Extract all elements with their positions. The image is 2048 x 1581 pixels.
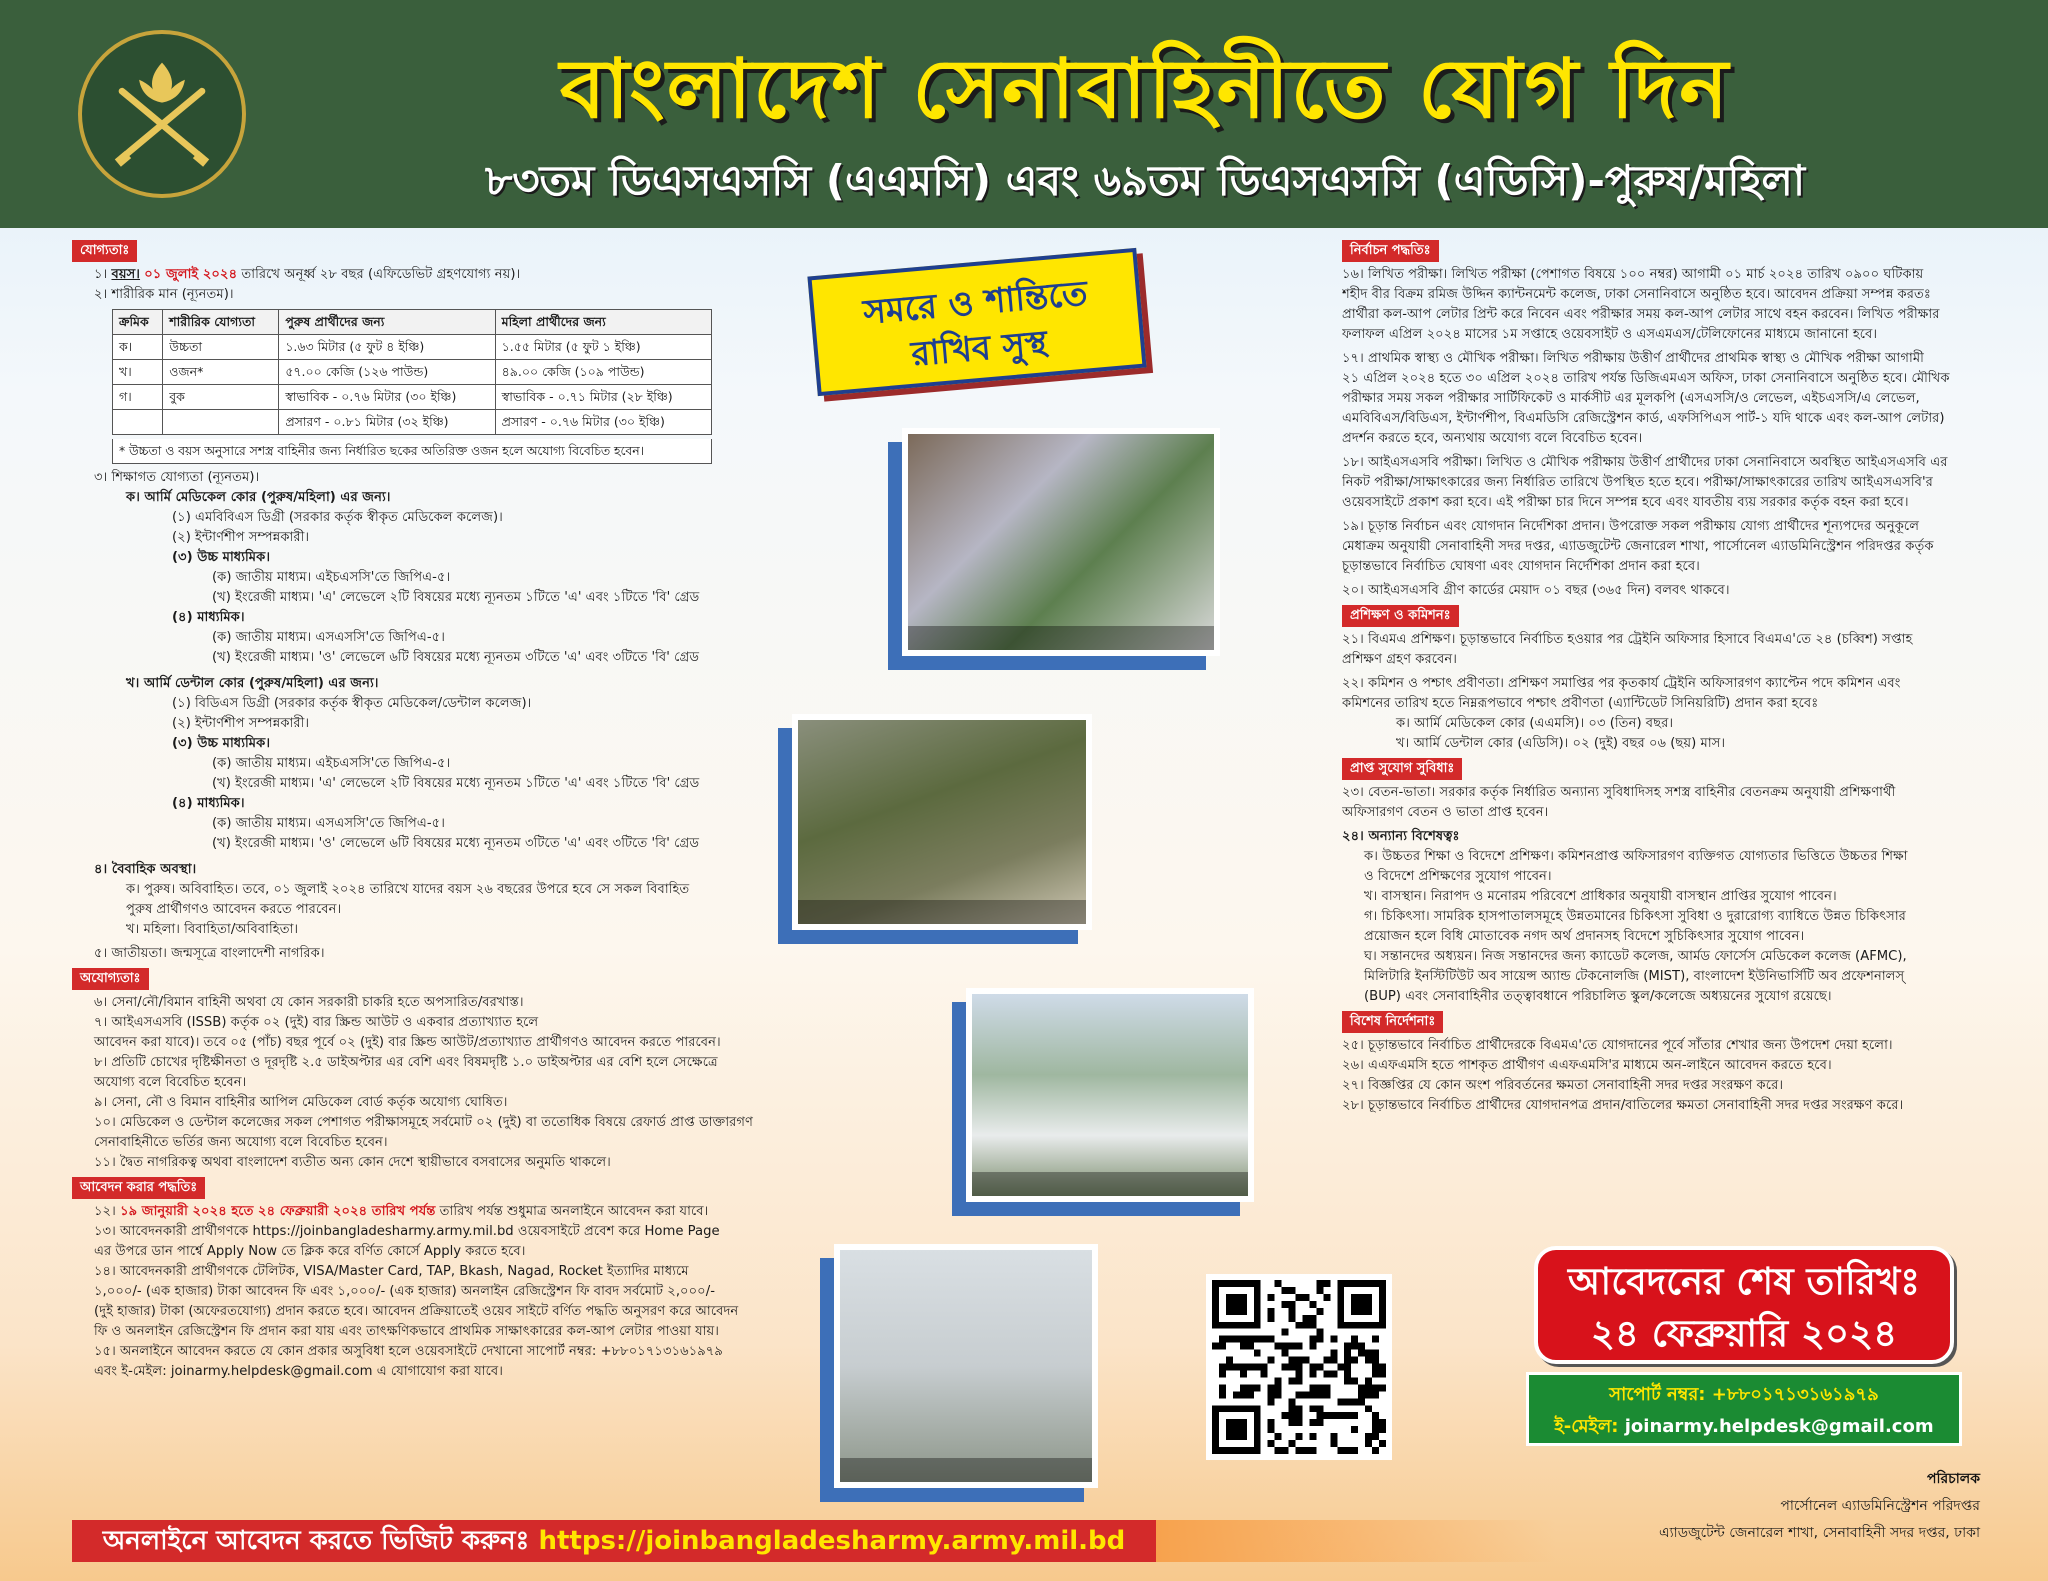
photo-un-vehicle <box>966 988 1254 1202</box>
contact-box <box>1526 1372 1962 1446</box>
age-line <box>72 265 762 285</box>
list-item: ৯। সেনা, নৌ ও বিমান বাহিনীর আপিল মেডিকেল বোর্ড কর্তৃক অযোগ্য ঘোষিত। <box>94 1095 508 1110</box>
table-cell: ১.৬৩ মিটার (৫ ফুট ৪ ইঞ্চি) <box>279 335 495 360</box>
item-number: ১। <box>94 267 108 282</box>
list-item: ১৫। অনলাইনে আবেদন করতে যে কোন প্রকার অসুবিধা হলে ওয়েবসাইটে দেখানো সাপোর্ট নম্বর: +৮৮০১৭১৩১৬১৯৭৯ <box>94 1344 723 1359</box>
table-cell: প্রসারণ - ০.৮১ মিটার (৩২ ইঞ্চি) <box>279 410 495 435</box>
table-cell <box>113 410 163 435</box>
table-row <box>113 360 712 385</box>
deadline-label: আবেদনের শেষ তারিখঃ <box>1568 1260 1920 1303</box>
list-item: ফি ও অনলাইন রেজিস্ট্রেশন ফি প্রদান করা যায় এবং তাৎক্ষণিকভাবে প্রাথমিক সাক্ষাৎকারের কল-আপ লেটার পাওয়া যায়। <box>94 1324 719 1339</box>
list-item: চূড়ান্তভাবে নির্বাচিত ঘোষণা এবং যোগদান নির্দেশিকা প্রদান করা হবে। <box>1342 559 1700 574</box>
list-item: ১১। দ্বৈত নাগরিকত্ব অথবা বাংলাদেশ ব্যতীত অন্য কোন দেশে স্থায়ীভাবে বসবাসের অনুমতি থাকলে। <box>94 1155 611 1170</box>
photo-shade <box>908 626 1214 650</box>
table-cell <box>163 410 279 435</box>
list-item: এমবিবিএস/বিডিএস, ইন্টার্ণশীপ, বিএমডিসি রেজিস্ট্রেশন কার্ড, এফসিপিএস পার্ট-১ যদি থাকে এবং কল-আপ লেটার) <box>1342 411 1945 426</box>
list-item: খ। বাসস্থান। নিরাপদ ও মনোরম পরিবেশে প্রাধিকার অনুযায়ী বাসস্থান প্রাপ্তির সুযোগ পাবেন। <box>1364 889 1837 904</box>
photo-shade <box>840 1458 1092 1482</box>
deadline-date: ২৪ ফেব্রুয়ারি ২০২৪ <box>1590 1312 1898 1355</box>
apply-date-range: ১৯ জানুয়ারী ২০২৪ হতে ২৪ ফেব্রুয়ারী ২০২৪ তারিখ পর্যন্ত <box>120 1204 436 1219</box>
list-item: ক। পুরুষ। অবিবাহিত। তবে, ০১ জুলাই ২০২৪ তারিখে যাদের বয়স ২৬ বছরের উপরে হবে সে সকল বিবাহিত <box>126 882 690 897</box>
list-item: ঘ। সন্তানদের অধ্যয়ন। নিজ সন্তানদের জন্য ক্যাডেট কলেজ, আর্মড ফোর্সেস মেডিকেল কলেজ (AFMC), <box>1364 949 1907 964</box>
email-link[interactable]: joinarmy.helpdesk@gmail.com <box>1624 1416 1934 1437</box>
list-item: খ। আর্মি ডেন্টাল কোর (এডিসি)। ০২ (দুই) বছর ০৬ (ছয়) মাস। <box>1396 736 1726 751</box>
list-item: (ক) জাতীয় মাধ্যম। এসএসসি'তে জিপিএ-৫। <box>212 816 445 831</box>
table-header-row <box>113 310 712 335</box>
list-item: (১) এমবিবিএস ডিগ্রী (সরকার কর্তৃক স্বীকৃত মেডিকেল কলেজ)। <box>172 510 503 525</box>
education-heading: ৩। শিক্ষাগত যোগ্যতা (ন্যূনতম)। <box>94 470 260 485</box>
list-item: (২) ইন্টার্ণশীপ সম্পন্নকারী। <box>172 716 310 731</box>
table-note: * উচ্চতা ও বয়স অনুসারে সশস্ত্র বাহিনীর জন্য নির্ধারিত ছকের অতিরিক্ত ওজন হলে অযোগ্য বিবেচিত হবেন। <box>112 439 712 464</box>
list-item: ১৩। আবেদনকারী প্রার্থীগণকে https://joinbangladesharmy.army.mil.bd ওয়েবসাইটে প্রবেশ করে Home Page <box>94 1224 720 1239</box>
table-cell: ১.৫৫ মিটার (৫ ফুট ১ ইঞ্চি) <box>495 335 711 360</box>
list-item: সেনাবাহিনীতে ভর্তির জন্য অযোগ্য বলে বিবেচিত হবেন। <box>94 1135 388 1150</box>
list-item: ২৩। বেতন-ভাতা। সরকার কর্তৃক নির্ধারিত অন্যান্য সুবিধাদিসহ সশস্ত্র বাহিনীর বেতনক্রম অনুযায়ী প্রশিক্ষণার্থী <box>1342 785 1896 800</box>
list-item: (খ) ইংরেজী মাধ্যম। 'ও' লেভেলে ৬টি বিষয়ের মধ্যে ন্যূনতম ৩টিতে 'এ' এবং ৩টিতে 'বি' গ্রেড <box>212 650 700 665</box>
list-item: আবেদন করা যাবে)। তবে ০৫ (পাঁচ) বছর পূর্বে ০২ (দুই) বার স্ক্রিন্ড আউট/প্রত্যাখ্যাত প্রার্থীগণও আবেদন করতে পারবেন। <box>94 1035 721 1050</box>
age-text: তারিখে অনূর্ধ্ব ২৮ বছর (এফিডেভিট গ্রহণযোগ্য নয়)। <box>241 267 521 282</box>
list-item: ২২। কমিশন ও পশ্চাৎ প্রবীণতা। প্রশিক্ষণ সমাপ্তির পর কৃতকার্য ট্রেইনি অফিসারগণ ক্যাপ্টেন পদে কমিশন এবং <box>1342 676 1901 691</box>
section-tag-training: প্রশিক্ষণ ও কমিশনঃ <box>1342 605 1459 627</box>
list-item: অফিসারগণ বেতন ও ভাতা প্রাপ্ত হবেন। <box>1342 805 1549 820</box>
list-item: ৮। প্রতিটি চোখের দৃষ্টিক্ষীনতা ও দূরদৃষ্টি ২.৫ ডাইঅপ্টার এর বেশি এবং বিষমদৃষ্টি ১.০ ডাইঅপ্টার এর বেশি হলে সেক্ষেত্রে <box>94 1055 718 1070</box>
table-row <box>113 385 712 410</box>
list-item: ২৬। এএফএমসি হতে পাশকৃত প্রার্থীগণ এএফএমসি'র মাধ্যমে অন-লাইনে আবেদন করতে হবে। <box>1342 1058 1832 1073</box>
footer-banner <box>72 1520 1156 1562</box>
list-item: (ক) জাতীয় মাধ্যম। এইচএসসি'তে জিপিএ-৫। <box>212 570 451 585</box>
section-tag-selection: নির্বাচন পদ্ধতিঃ <box>1342 240 1439 262</box>
list-item: (খ) ইংরেজী মাধ্যম। 'ও' লেভেলে ৬টি বিষয়ের মধ্যে ন্যূনতম ৩টিতে 'এ' এবং ৩টিতে 'বি' গ্রেড <box>212 836 700 851</box>
list-item: ১৭। প্রাথমিক স্বাস্থ্য ও মৌখিক পরীক্ষা। লিখিত পরীক্ষায় উত্তীর্ণ প্রার্থীদের প্রাথমিক স্বাস্থ্য ও মৌখিক পরীক্ষা আগামী <box>1342 351 1924 366</box>
list-item: অযোগ্য বলে বিবেচিত হবেন। <box>94 1075 247 1090</box>
adc-heading: খ। আর্মি ডেন্টাল কোর (পুরুষ/মহিলা) এর জন্য। <box>126 676 379 691</box>
list-item: (ক) জাতীয় মাধ্যম। এইচএসসি'তে জিপিএ-৫। <box>212 756 451 771</box>
apply-date-text: তারিখ পর্যন্ত শুধুমাত্র অনলাইনে আবেদন করা যাবে। <box>439 1204 709 1219</box>
list-item: পুরুষ প্রার্থীগণও আবেদন করতে পারবেন। <box>126 902 342 917</box>
director-title: পরিচালক <box>1926 1471 1980 1487</box>
photo-shade <box>798 900 1086 924</box>
item-number: ১২। <box>94 1204 116 1219</box>
table-cell: খ। <box>113 360 163 385</box>
phone-label: সাপোর্ট নম্বর: <box>1609 1384 1706 1405</box>
list-item: কমিশনের তারিখ হতে নিম্নরূপভাবে পশ্চাৎ প্রবীণতা (এ্যান্টিডেট সিনিয়রিটি) প্রদান করা হবেঃ <box>1342 696 1819 711</box>
list-item: ২৭। বিজ্ঞপ্তির যে কোন অংশ পরিবর্তনের ক্ষমতা সেনাবাহিনী সদর দপ্তর সংরক্ষণ করে। <box>1342 1078 1784 1093</box>
list-item: (ক) জাতীয় মাধ্যম। এসএসসি'তে জিপিএ-৫। <box>212 630 445 645</box>
list-item: ১০। মেডিকেল ও ডেন্টাল কলেজের সকল পেশাগত পরীক্ষাসমূহে সর্বমোট ০২ (দুই) বা ততোধিক বিষয়ে রেফার্ড প্রাপ্ত ডাক্তারগণ <box>94 1115 754 1130</box>
table-row <box>113 410 712 435</box>
list-item: (৩) উচ্চ মাধ্যমিক। <box>172 550 271 565</box>
header-banner <box>0 0 2048 228</box>
section-tag-apply: আবেদন করার পদ্ধতিঃ <box>72 1177 205 1199</box>
list-item: ২৪। অন্যান্য বিশেষত্বঃ <box>1342 829 1460 844</box>
phone-number[interactable]: +৮৮০১৭১৩১৬১৯৭৯ <box>1711 1384 1879 1405</box>
list-item: নিকট পরীক্ষা/সাক্ষাৎকারের জন্য নির্ধারিত তারিখে উপস্থিত হতে হবে। পরীক্ষা/সাক্ষাৎকারের তারিখ আইএসএসবি'র <box>1342 475 1933 490</box>
director-line: এ্যাডজুটেন্ট জেনারেল শাখা, সেনাবাহিনী সদর দপ্তর, ঢাকা <box>1658 1525 1980 1541</box>
slogan-line: সমরে ও শান্তিতে <box>861 273 1090 333</box>
section-tag-disqualification: অযোগ্যতাঃ <box>72 968 149 990</box>
list-item: ওয়েবসাইটে প্রকাশ করা হবে। এই পরীক্ষা চার দিনে সম্পন্ন হবে এবং যাবতীয় ব্যয় সরকার কর্তৃক বহন করা হবে। <box>1342 495 1909 510</box>
list-item: ২০। আইএসএসবি গ্রীণ কার্ডের মেয়াদ ০১ বছর (৩৬৫ দিন) বলবৎ থাকবে। <box>1342 583 1730 598</box>
list-item: (৩) উচ্চ মাধ্যমিক। <box>172 736 271 751</box>
slogan-banner <box>807 248 1146 396</box>
table-cell: প্রসারণ - ০.৭৬ মিটার (৩০ ইঞ্চি) <box>495 410 711 435</box>
list-item: (দুই হাজার) টাকা (অফেরতযোগ্য) প্রদান করতে হবে। আবেদন প্রক্রিয়াতেই ওয়েব সাইটে বর্ণিত পদ্ধতি অনুসরণ করে আবেদন <box>94 1304 739 1319</box>
list-item: এর উপরে ডান পার্শ্বে Apply Now তে ক্লিক করে বর্ণিত কোর্সে Apply করতে হবে। <box>94 1244 526 1259</box>
page-title: বাংলাদেশ সেনাবাহিনীতে যোগ দিন <box>559 42 1731 136</box>
list-item: (BUP) এবং সেনাবাহিনীর তত্ত্বাবধানে পরিচালিত স্কুল/কলেজে অধ্যয়নের সুযোগ রয়েছে। <box>1364 989 1832 1004</box>
marital-heading: ৪। বৈবাহিক অবস্থা। <box>94 862 197 877</box>
section-tag-special: বিশেষ নির্দেশনাঃ <box>1342 1011 1443 1033</box>
list-item: ১,০০০/- (এক হাজার) টাকা আবেদন ফি এবং ১,০০০/- (এক হাজার) অনলাইন রেজিস্ট্রেশন ফি বাবদ সর্বমোট ২,০০০/- <box>94 1284 715 1299</box>
list-item: ১৯। চূড়ান্ত নির্বাচন এবং যোগদান নির্দেশিকা প্রদান। উপরোক্ত সকল পরীক্ষায় যোগ্য প্রার্থীদের শূন্যপদের অনুকূলে <box>1342 519 1920 534</box>
list-item: ফলাফল এপ্রিল ২০২৪ মাসের ১ম সপ্তাহে ওয়েবসাইট ও এসএমএস/টেলিফোনের মাধ্যমে জানানো হবে। <box>1342 327 1878 342</box>
table-cell: ৫৭.০০ কেজি (১২৬ পাউন্ড) <box>279 360 495 385</box>
list-item: (২) ইন্টার্ণশীপ সম্পন্নকারী। <box>172 530 310 545</box>
list-item: ক। উচ্চতর শিক্ষা ও বিদেশে প্রশিক্ষণ। কমিশনপ্রাপ্ত অফিসারগণ ব্যক্তিগত যোগ্যতার ভিত্তিতে উচ্চতর শিক্ষা <box>1364 849 1908 864</box>
list-item: প্রদর্শন করতে হবে, অন্যথায় অযোগ্য বলে বিবেচিত হবেন। <box>1342 431 1643 446</box>
list-item: (৪) মাধ্যমিক। <box>172 610 245 625</box>
left-column <box>72 236 762 1506</box>
table-row <box>113 335 712 360</box>
list-item: ২৮। চূড়ান্তভাবে নির্বাচিত প্রার্থীদের যোগদানপত্র প্রদান/বাতিলের ক্ষমতা সেনাবাহিনী সদর দপ্তর সংরক্ষণ করে। <box>1342 1098 1904 1113</box>
table-cell: উচ্চতা <box>163 335 279 360</box>
photo-field-training <box>792 714 1092 930</box>
footer-url-link[interactable]: https://joinbangladesharmy.army.mil.bd <box>538 1526 1126 1556</box>
list-item: ১৪। আবেদনকারী প্রার্থীগণকে টেলিটক, VISA/Master Card, TAP, Bkash, Nagad, Rocket ইত্যাদির মাধ্যমে <box>94 1264 689 1279</box>
photo-shade <box>972 1172 1248 1196</box>
list-item: ক। আর্মি মেডিকেল কোর (এএমসি)। ০৩ (তিন) বছর। <box>1396 716 1674 731</box>
email-label: ই-মেইল: <box>1554 1416 1619 1437</box>
footer-stripe <box>1156 1520 1556 1562</box>
physical-heading: ২। শারীরিক মান (ন্যূনতম)। <box>94 287 234 302</box>
table-cell: ৪৯.০০ কেজি (১০৯ পাউন্ড) <box>495 360 711 385</box>
list-item: প্রশিক্ষণ গ্রহণ করবেন। <box>1342 652 1457 667</box>
list-item: প্রয়োজন হলে বিধি মোতাবেক নগদ অর্থ প্রদানসহ বিদেশে সুচিকিৎসার সুযোগ পাবেন। <box>1364 929 1805 944</box>
deadline-badge <box>1534 1246 1954 1364</box>
photo-medical-checkup <box>902 428 1220 656</box>
table-header: শারীরিক যোগ্যতা <box>163 310 279 335</box>
page-subtitle: ৮৩তম ডিএসএসসি (এএমসি) এবং ৬৯তম ডিএসএসসি (এডিসি)-পুরুষ/মহিলা <box>484 156 1806 205</box>
table-cell: ক। <box>113 335 163 360</box>
list-item: ৬। সেনা/নৌ/বিমান বাহিনী অথবা যে কোন সরকারী চাকরি হতে অপসারিত/বরখাস্ত। <box>94 995 524 1010</box>
list-item: পরীক্ষার সময় সকল পরীক্ষার সার্টিফিকেট ও মার্কসীট এর মূলকপি (এসএসসি/ও লেভেল, এইচএসসি/এ লেভেল, <box>1342 391 1920 406</box>
age-date: ০১ জুলাই ২০২৪ <box>144 267 238 282</box>
nationality-line: ৫। জাতীয়তা। জন্মসূত্রে বাংলাদেশী নাগরিক। <box>94 946 325 961</box>
list-item: প্রার্থীরা কল-আপ লেটার প্রিন্ট করে নিবেন এবং পরীক্ষার সময় কল-আপ লেটার সাথে বহন করবেন। লিখিত পরীক্ষার <box>1342 307 1940 322</box>
support-email-line <box>1529 1411 1959 1443</box>
list-item: ২১ এপ্রিল ২০২৪ হতে ৩০ এপ্রিল ২০২৪ তারিখ পর্যন্ত ডিজিএমএস অফিস, ঢাকা সেনানিবাসে অনুষ্ঠিত হবে। মৌখিক <box>1342 371 1950 386</box>
list-item: (খ) ইংরেজী মাধ্যম। 'এ' লেভেলে ২টি বিষয়ের মধ্যে ন্যূনতম ১টিতে 'এ' এবং ১টিতে 'বি' গ্রেড <box>212 590 700 605</box>
list-item: গ। চিকিৎসা। সামরিক হাসপাতালসমূহে উন্নতমানের চিকিৎসা সুবিধা ও দুরারোগ্য ব্যাধিতে উন্নত চিকিৎসার <box>1364 909 1906 924</box>
list-item: ২৫। চূড়ান্তভাবে নির্বাচিত প্রার্থীদেরকে বিএমএ'তে যোগদানের পূর্বে সাঁতার শেখার জন্য উপদেশ দেয়া হলো। <box>1342 1038 1893 1053</box>
list-item: (১) বিডিএস ডিগ্রী (সরকার কর্তৃক স্বীকৃত মেডিকেল/ডেন্টাল কলেজ)। <box>172 696 532 711</box>
list-item: ১৮। আইএসএসবি পরীক্ষা। লিখিত ও মৌখিক পরীক্ষায় উত্তীর্ণ প্রার্থীদের ঢাকা সেনানিবাসে অবস্থিত আইএসএসবি এর <box>1342 455 1948 470</box>
list-item: এবং ই-মেইল: joinarmy.helpdesk@gmail.com এ যোগাযোগ করা যাবে। <box>94 1364 503 1379</box>
army-emblem-icon <box>78 30 246 198</box>
support-phone-line <box>1529 1379 1959 1411</box>
apply-date-line <box>72 1202 762 1222</box>
table-cell: স্বাভাবিক - ০.৭১ মিটার (২৮ ইঞ্চি) <box>495 385 711 410</box>
table-cell: বুক <box>163 385 279 410</box>
table-cell: স্বাভাবিক - ০.৭৬ মিটার (৩০ ইঞ্চি) <box>279 385 495 410</box>
list-item: ২১। বিএমএ প্রশিক্ষণ। চূড়ান্তভাবে নির্বাচিত হওয়ার পর ট্রেইনি অফিসার হিসাবে বিএমএ'তে ২৪ (চব্বিশ) সপ্তাহ <box>1342 632 1913 647</box>
table-header: মহিলা প্রার্থীদের জন্য <box>495 310 711 335</box>
list-item: (৪) মাধ্যমিক। <box>172 796 245 811</box>
right-column <box>1342 236 1982 1296</box>
list-item: (খ) ইংরেজী মাধ্যম। 'এ' লেভেলে ২টি বিষয়ের মধ্যে ন্যূনতম ১টিতে 'এ' এবং ১টিতে 'বি' গ্রেড <box>212 776 700 791</box>
table-cell: গ। <box>113 385 163 410</box>
table-header: ক্রমিক <box>113 310 163 335</box>
photo-helicopter <box>834 1244 1098 1488</box>
slogan-line: রাখিব সুস্থ <box>909 323 1050 375</box>
table-cell: ওজন* <box>163 360 279 385</box>
section-tag-benefits: প্রাপ্ত সুযোগ সুবিধাঃ <box>1342 758 1462 780</box>
qr-code-icon[interactable] <box>1206 1274 1392 1460</box>
item-label: বয়স। <box>111 267 141 282</box>
list-item: মেধাক্রম অনুযায়ী সেনাবাহিনী সদর দপ্তর, এ্যাডজুটেন্ট জেনারেল শাখা, পার্সোনেল এ্যাডমিনিস্ট্রেশন পরিদপ্তর কর্তৃক <box>1342 539 1934 554</box>
list-item: ১৬। লিখিত পরীক্ষা। লিখিত পরীক্ষা (পেশাগত বিষয়ে ১০০ নম্বর) আগামী ০১ মার্চ ২০২৪ তারিখ ০৯০০ ঘটিকায় <box>1342 267 1924 282</box>
director-line: পার্সোনেল এ্যাডমিনিস্ট্রেশন পরিদপ্তর <box>1780 1498 1980 1514</box>
list-item: ও বিদেশে প্রশিক্ষণের সুযোগ পাবেন। <box>1364 869 1552 884</box>
list-item: ৭। আইএসএসবি (ISSB) কর্তৃক ০২ (দুই) বার স্ক্রিন্ড আউট ও একবার প্রত্যাখ্যাত হলে <box>94 1015 539 1030</box>
amc-heading: ক। আর্মি মেডিকেল কোর (পুরুষ/মহিলা) এর জন্য। <box>126 490 391 505</box>
physical-standards-table <box>112 309 712 435</box>
list-item: খ। মহিলা। বিবাহিতা/অবিবাহিতা। <box>126 922 299 937</box>
director-signature <box>1530 1466 1980 1547</box>
list-item: শহীদ বীর বিক্রম রমিজ উদ্দিন ক্যান্টনমেন্ট কলেজ, ঢাকা সেনানিবাসে অনুষ্ঠিত হবে। আবেদন প্রক্রিয়া সম্পন্ন করতঃ <box>1342 287 1931 302</box>
table-header: পুরুষ প্রার্থীদের জন্য <box>279 310 495 335</box>
list-item: মিলিটারি ইনস্টিটিউট অব সায়েন্স অ্যান্ড টেকনোলজি (MIST), বাংলাদেশ ইউনিভার্সিটি অব প্রফেশনালস্ <box>1364 969 1905 984</box>
footer-label: অনলাইনে আবেদন করতে ভিজিট করুনঃ <box>102 1526 530 1556</box>
section-tag-eligibility: যোগ্যতাঃ <box>72 240 137 262</box>
